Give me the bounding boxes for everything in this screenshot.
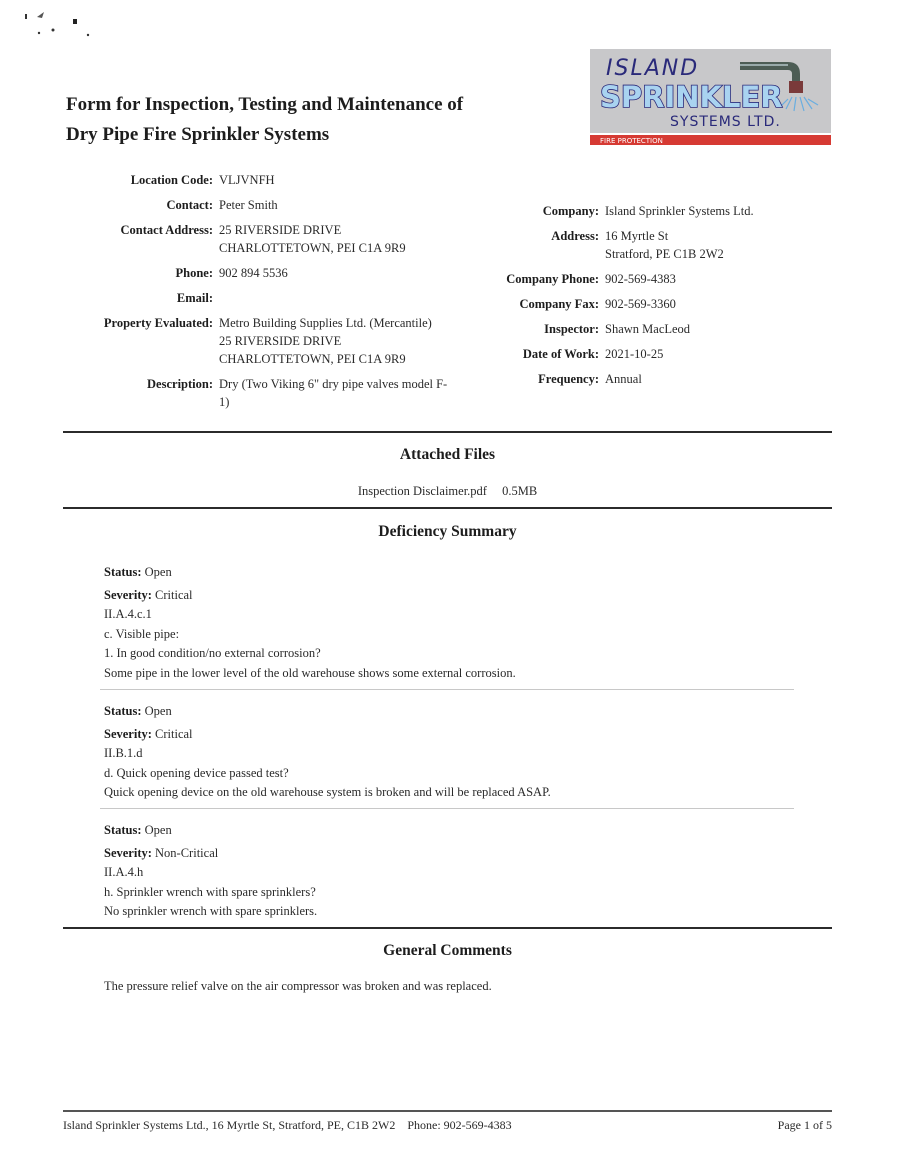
logo-text-island: ISLAND bbox=[606, 56, 700, 81]
field-company bbox=[0, 202, 835, 220]
field-value: Peter Smith bbox=[219, 198, 278, 212]
field-value: Shawn MacLeod bbox=[605, 322, 691, 336]
deficiency-status: Status: Open bbox=[104, 704, 172, 718]
deficiency-question: 1. In good condition/no external corrosion? bbox=[104, 646, 321, 661]
field-value: Dry (Two Viking 6" dry pipe valves model F-1) bbox=[219, 377, 448, 409]
page-footer bbox=[63, 1118, 832, 1133]
property-line: 25 RIVERSIDE DRIVE bbox=[219, 334, 342, 348]
address-line: Stratford, PE C1B 2W2 bbox=[605, 247, 724, 261]
page-number: Page 1 of 5 bbox=[777, 1118, 832, 1132]
company-logo bbox=[590, 49, 831, 145]
deficiency-note: No sprinkler wrench with spare sprinklers. bbox=[104, 904, 318, 919]
field-label: Contact: bbox=[166, 198, 213, 212]
section-divider bbox=[63, 507, 832, 509]
field-value: 2021-10-25 bbox=[605, 347, 664, 361]
footer-divider bbox=[63, 1110, 832, 1112]
address-line: 25 RIVERSIDE DRIVE bbox=[219, 223, 342, 237]
file-name-link[interactable]: Inspection Disclaimer.pdf bbox=[357, 484, 487, 498]
field-value: VLJVNFH bbox=[219, 173, 275, 187]
field-location-code bbox=[0, 171, 459, 189]
address-line: CHARLOTTETOWN, PEI C1A 9R9 bbox=[219, 241, 406, 255]
field-company-fax bbox=[0, 295, 835, 313]
file-size: 0.5MB bbox=[502, 484, 538, 498]
deficiency-severity: Severity: Critical bbox=[104, 726, 193, 741]
deficiency-code: II.A.4.c.1 bbox=[104, 607, 152, 622]
attached-file[interactable] bbox=[63, 484, 832, 499]
deficiency-summary-heading: Deficiency Summary bbox=[378, 523, 517, 540]
field-date-of-work bbox=[0, 345, 835, 363]
logo-text-systems: SYSTEMS LTD. bbox=[670, 114, 781, 130]
deficiency-note: Some pipe in the lower level of the old warehouse shows some external corrosion. bbox=[104, 665, 516, 680]
deficiency-severity: Severity: Non-Critical bbox=[104, 845, 219, 860]
section-divider bbox=[63, 927, 832, 929]
deficiency-question: c. Visible pipe: bbox=[104, 626, 180, 641]
deficiency-code: II.A.4.h bbox=[104, 865, 144, 880]
field-label: Location Code: bbox=[130, 173, 213, 187]
footer-address: Island Sprinkler Systems Ltd., 16 Myrtle St, Stratford, PE, C1B 2W2 bbox=[63, 1118, 396, 1132]
field-label: Property Evaluated: bbox=[103, 316, 213, 330]
field-label: Phone: bbox=[175, 266, 213, 280]
field-label: Date of Work: bbox=[522, 347, 599, 361]
footer-company-info bbox=[63, 1118, 512, 1133]
title-line-1: Form for Inspection, Testing and Maintenance of bbox=[66, 94, 464, 115]
deficiency-question: h. Sprinkler wrench with spare sprinklers? bbox=[104, 884, 316, 899]
field-company-address bbox=[0, 227, 835, 263]
field-label: Company Phone: bbox=[506, 272, 599, 286]
deficiency-status: Status: Open bbox=[104, 823, 172, 837]
field-company-phone bbox=[0, 270, 835, 288]
property-line: Metro Building Supplies Ltd. (Mercantile) bbox=[219, 316, 432, 330]
field-inspector bbox=[0, 320, 835, 338]
sprinkler-head-icon bbox=[789, 81, 803, 93]
deficiency-code: II.B.1.d bbox=[104, 746, 143, 761]
field-label: Email: bbox=[176, 291, 213, 305]
section-divider bbox=[63, 431, 832, 433]
field-label: Inspector: bbox=[544, 322, 599, 336]
property-line: CHARLOTTETOWN, PEI C1A 9R9 bbox=[219, 352, 406, 366]
field-value: 902-569-4383 bbox=[605, 272, 676, 286]
field-label: Contact Address: bbox=[120, 223, 213, 237]
company-details bbox=[0, 202, 835, 388]
title-line-2: Dry Pipe Fire Sprinkler Systems bbox=[66, 124, 330, 145]
general-comments-heading: General Comments bbox=[383, 942, 512, 959]
deficiency-item bbox=[104, 702, 794, 803]
deficiency-severity: Severity: Critical bbox=[104, 587, 193, 602]
item-divider bbox=[100, 808, 794, 809]
deficiency-note: Quick opening device on the old warehouse system is broken and will be replaced ASAP. bbox=[104, 785, 551, 800]
deficiency-question: d. Quick opening device passed test? bbox=[104, 765, 289, 780]
logo-tagline: FIRE PROTECTION bbox=[600, 137, 663, 145]
field-label: Frequency: bbox=[538, 372, 599, 386]
document-title bbox=[66, 90, 463, 150]
scan-artifact bbox=[22, 8, 132, 48]
field-label: Description: bbox=[147, 377, 213, 391]
field-label: Company Fax: bbox=[519, 297, 599, 311]
deficiency-item bbox=[104, 821, 794, 922]
logo-text-sprinkler: SPRINKLER bbox=[600, 80, 783, 114]
attached-files-heading: Attached Files bbox=[399, 446, 496, 463]
deficiency-item bbox=[104, 563, 794, 684]
item-divider bbox=[100, 689, 794, 690]
field-value: 902-569-3360 bbox=[605, 297, 676, 311]
field-value bbox=[605, 227, 835, 263]
deficiency-status: Status: Open bbox=[104, 565, 172, 579]
field-label: Company: bbox=[542, 204, 599, 218]
field-value: Annual bbox=[605, 372, 642, 386]
footer-phone: Phone: 902-569-4383 bbox=[407, 1118, 512, 1132]
field-label: Address: bbox=[551, 229, 599, 243]
general-comment-text: The pressure relief valve on the air compressor was broken and was replaced. bbox=[104, 979, 492, 993]
field-value: 902 894 5536 bbox=[219, 266, 288, 280]
field-value: Island Sprinkler Systems Ltd. bbox=[605, 204, 754, 218]
field-frequency bbox=[0, 370, 835, 388]
address-line: 16 Myrtle St bbox=[605, 229, 669, 243]
